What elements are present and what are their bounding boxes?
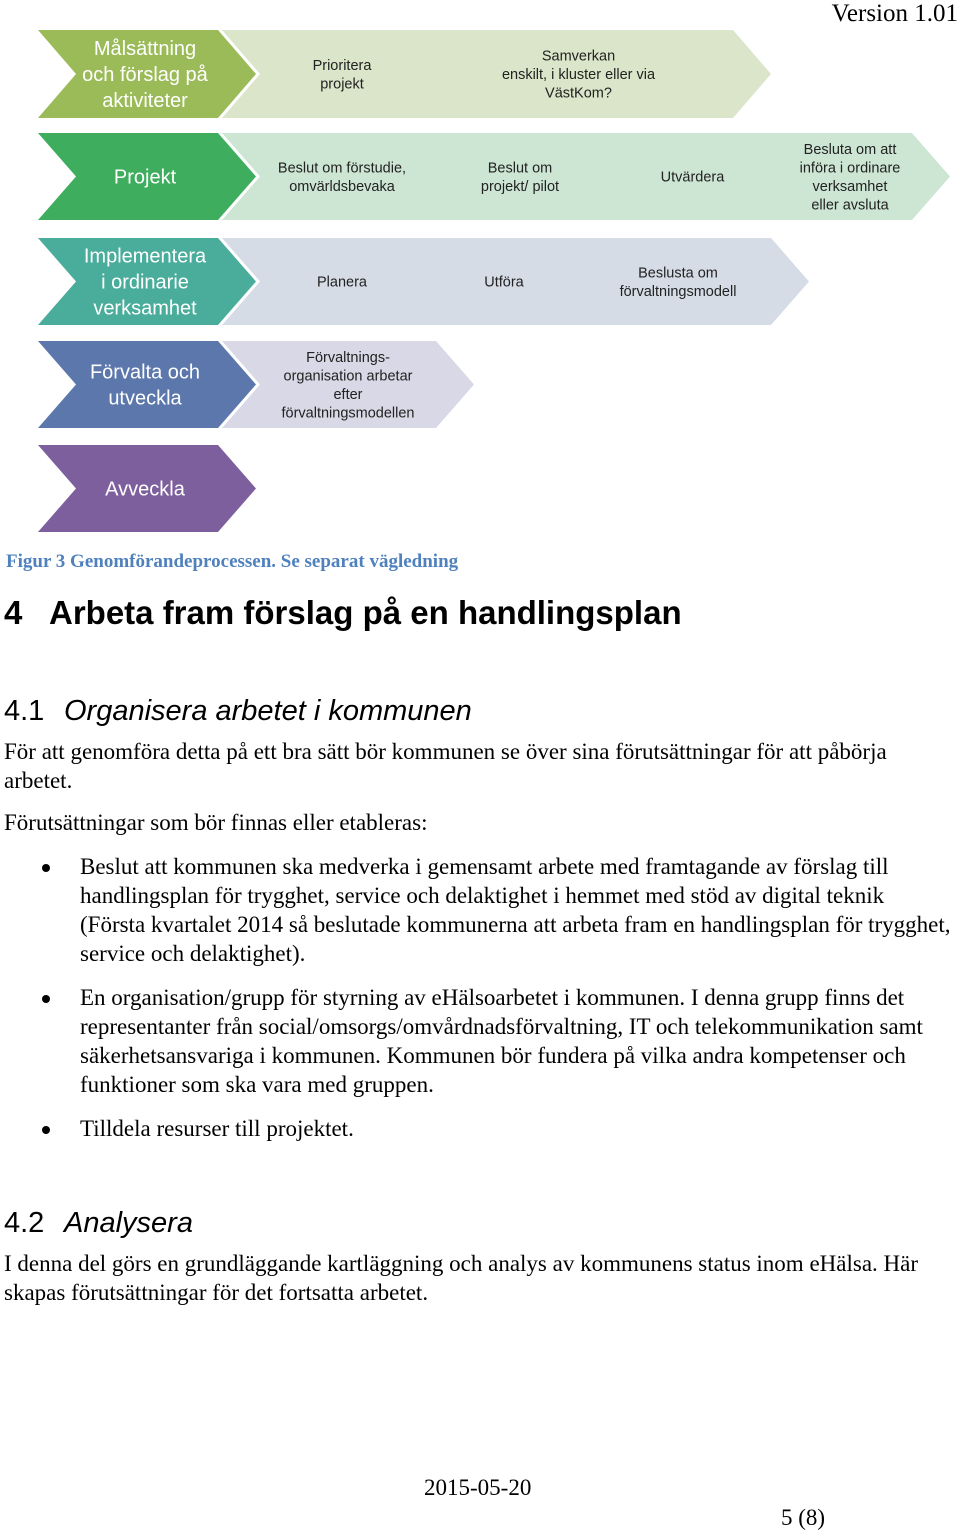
- process-step-label: Förvaltnings-organisation arbetar efter förvaltningsmodellen: [281, 349, 415, 422]
- section-4-heading: 4 Arbeta fram förslag på en handlingsplan: [4, 594, 682, 631]
- process-phase-label: Implementera i ordinarie verksamhet: [83, 245, 207, 320]
- section-4-1-heading: 4.1 Organisera arbetet i kommunen: [4, 695, 472, 727]
- process-step-label: Beslusta om förvaltningsmodell: [619, 265, 737, 300]
- list-item: Tilldela resurser till projektet.: [0, 1114, 955, 1143]
- process-step-chevron: [547, 238, 809, 325]
- process-step-label: Besluta om att införa i ordinare verksamhet eller avsluta: [799, 141, 901, 214]
- process-phase-label: Förvalta och utveckla: [89, 361, 201, 410]
- process-phase-label: Avveckla: [105, 478, 185, 501]
- list-item: En organisation/grupp för styrning av eHälsoarbetet i kommunen. I denna grupp finns det representanter från social/omsorgs/omvårdnadsförvaltning, IT och telekommunikation samt säkerhetsansvariga i kommunen. Kommunen bör fundera på vilka andra kompetenser och funktioner som ska vara med gruppen.: [0, 983, 955, 1099]
- process-diagram: [0, 0, 960, 540]
- section-4-2-text: I denna del görs en grundläggande kartläggning och analys av kommunens status inom eHälsa. Här skapas förutsättningar för det fortsatta arbetet.: [4, 1251, 919, 1305]
- process-phase-chevron: [38, 341, 256, 428]
- footer-date: 2015-05-20: [424, 1475, 532, 1500]
- section-4-2-heading: 4.2 Analysera: [4, 1207, 193, 1239]
- section-4-1-lead: Förutsättningar som bör finnas eller etableras:: [4, 810, 428, 835]
- process-phase-label: Målsättning och förslag på aktiviteter: [82, 38, 208, 112]
- page-number: 5 (8): [781, 1505, 826, 1530]
- section-4-1-intro: För att genomföra detta på ett bra sätt bör kommunen se över sina förutsättningar för att påbörja arbetet.: [4, 739, 887, 793]
- prerequisites-list: [0, 852, 955, 1158]
- process-step-label: Planera: [317, 274, 367, 291]
- version-label: Version 1.01: [831, 0, 958, 27]
- list-item: Beslut att kommunen ska medverka i gemensamt arbete med framtagande av förslag till handlingsplan för trygghet, service och delaktighet i hemmet med stöd av digital teknik (Första kvartalet 2014 så beslutade kommunerna att arbeta fram en handlingsplan för trygghet, service och delaktighet).: [0, 852, 955, 968]
- process-step-label: Utvärdera: [660, 169, 725, 186]
- process-step-label: Samverkan enskilt, i kluster eller via VästKom?: [501, 48, 656, 102]
- bullet-icon: [42, 864, 50, 872]
- process-step-label: Utföra: [484, 274, 524, 291]
- process-phase-label: Projekt: [113, 166, 177, 189]
- process-step-label: Prioritera projekt: [312, 57, 372, 93]
- process-step-label: Beslut om projekt/ pilot: [480, 160, 560, 195]
- bullet-icon: [42, 995, 50, 1003]
- process-step-label: Beslut om förstudie, omvärldsbevaka: [277, 160, 407, 195]
- bullet-icon: [42, 1126, 50, 1134]
- figure-caption: Figur 3 Genomförandeprocessen. Se separat vägledning: [6, 551, 459, 572]
